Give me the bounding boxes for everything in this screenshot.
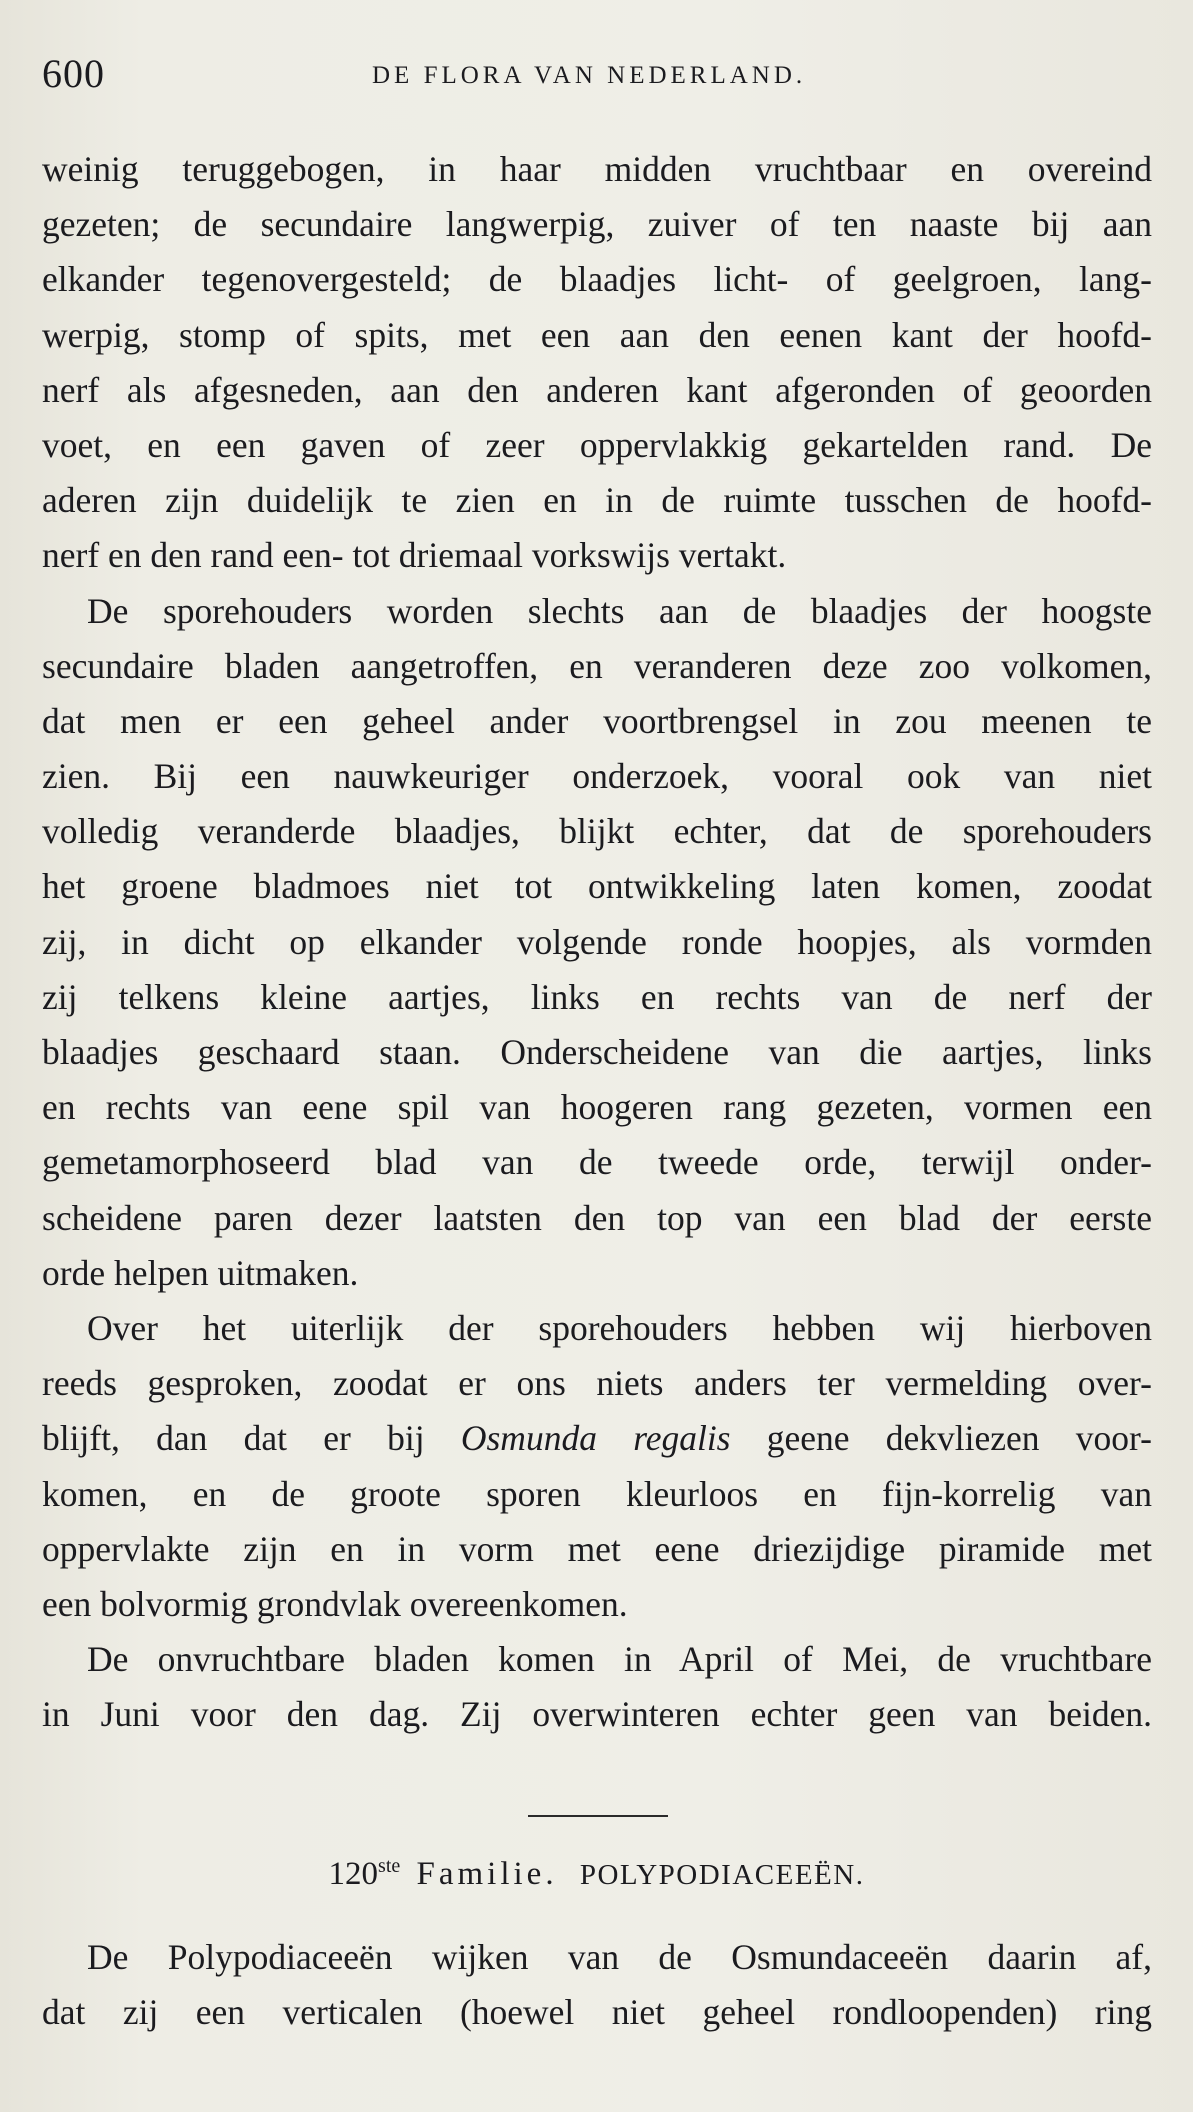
- text-line: zien. Bij een nauwkeuriger onderzoek, vooral ook van niet: [42, 756, 1152, 797]
- text-line: weinig teruggebogen, in haar midden vruchtbaar en overeind: [42, 149, 1152, 189]
- family-number-suffix: ste: [378, 1855, 401, 1877]
- text-line: dat zij een verticalen (hoewel niet geheel rondloopenden) ring: [42, 1992, 1152, 2033]
- text-line: blaadjes geschaard staan. Onderscheidene van die aartjes, links: [42, 1032, 1152, 1072]
- text-line: scheidene paren dezer laatsten den top van een blad der eerste: [42, 1197, 1152, 1238]
- text-line: De Polypodiaceeën wijken van de Osmundaceeën daarin af,: [87, 1937, 1152, 1977]
- text-line: De onvruchtbare bladen komen in April of Mei, de vruchtbare: [87, 1639, 1152, 1680]
- text-line: zij telkens kleine aartjes, links en rechts van de nerf der: [42, 976, 1152, 1017]
- text-line: en rechts van eene spil van hoogeren rang gezeten, vormen een: [42, 1087, 1152, 1128]
- text-line: in Juni voor den dag. Zij overwinteren echter geen van beiden.: [42, 1694, 1152, 1735]
- text-line: een bolvormig grondvlak overeenkomen.: [42, 1583, 628, 1624]
- text-line: nerf en den rand een- tot driemaal vorkswijs vertakt.: [42, 535, 787, 576]
- text-fragment: blijft, dan dat er bij: [42, 1418, 461, 1459]
- text-line: oppervlakte zijn en in vorm met eene driezijdige piramide met: [42, 1528, 1152, 1569]
- text-line: gemetamorphoseerd blad van de tweede orde, terwijl onder-: [42, 1142, 1152, 1183]
- section-divider: [528, 1815, 668, 1817]
- family-number: 120: [328, 1856, 379, 1892]
- text-line: zij, in dicht op elkander volgende ronde hoopjes, als vormden: [42, 921, 1152, 962]
- text-fragment: geene dekvliezen voor-: [730, 1418, 1152, 1459]
- text-line: het groene bladmoes niet tot ontwikkeling laten komen, zoodat: [42, 866, 1152, 907]
- text-line: elkander tegenovergesteld; de blaadjes licht- of geelgroen, lang-: [42, 259, 1152, 300]
- body-text-continued: [42, 1930, 1152, 2040]
- species-name: Osmunda regalis: [460, 1418, 731, 1459]
- section-heading: [0, 1855, 1193, 1893]
- text-line: secundaire bladen aangetroffen, en veranderen deze zoo volkomen,: [42, 645, 1152, 686]
- text-line: dat men er een geheel ander voortbrengsel in zou meenen te: [42, 700, 1152, 741]
- text-line: nerf als afgesneden, aan den anderen kant afgeronden of geoorden: [42, 369, 1152, 410]
- text-line: [42, 1411, 1152, 1466]
- text-line: voet, en een gaven of zeer oppervlakkig gekartelden rand. De: [42, 424, 1152, 465]
- page-header: [42, 50, 1152, 100]
- text-line: orde helpen uitmaken.: [42, 1252, 359, 1293]
- text-line: aderen zijn duidelijk te zien en in de ruimte tusschen de hoofd-: [42, 480, 1152, 521]
- text-line: werpig, stomp of spits, met een aan den eenen kant der hoofd-: [42, 314, 1152, 355]
- text-line: reeds gesproken, zoodat er ons niets anders ter vermelding over-: [42, 1363, 1152, 1404]
- text-line: komen, en de groote sporen kleurloos en fijn-korrelig van: [42, 1473, 1152, 1514]
- running-title: DE FLORA VAN NEDERLAND.: [372, 62, 807, 89]
- text-line: volledig veranderde blaadjes, blijkt echter, dat de sporehouders: [42, 811, 1152, 852]
- family-label: Familie.: [416, 1856, 558, 1892]
- text-line: Over het uiterlijk der sporehouders hebben wij hierboven: [87, 1307, 1152, 1348]
- body-text: [42, 142, 1152, 1742]
- family-name: POLYPODIACEEËN.: [579, 1859, 865, 1891]
- page-number: 600: [42, 51, 105, 96]
- text-line: De sporehouders worden slechts aan de blaadjes der hoogste: [87, 590, 1152, 631]
- text-line: gezeten; de secundaire langwerpig, zuiver of ten naaste bij aan: [42, 204, 1152, 245]
